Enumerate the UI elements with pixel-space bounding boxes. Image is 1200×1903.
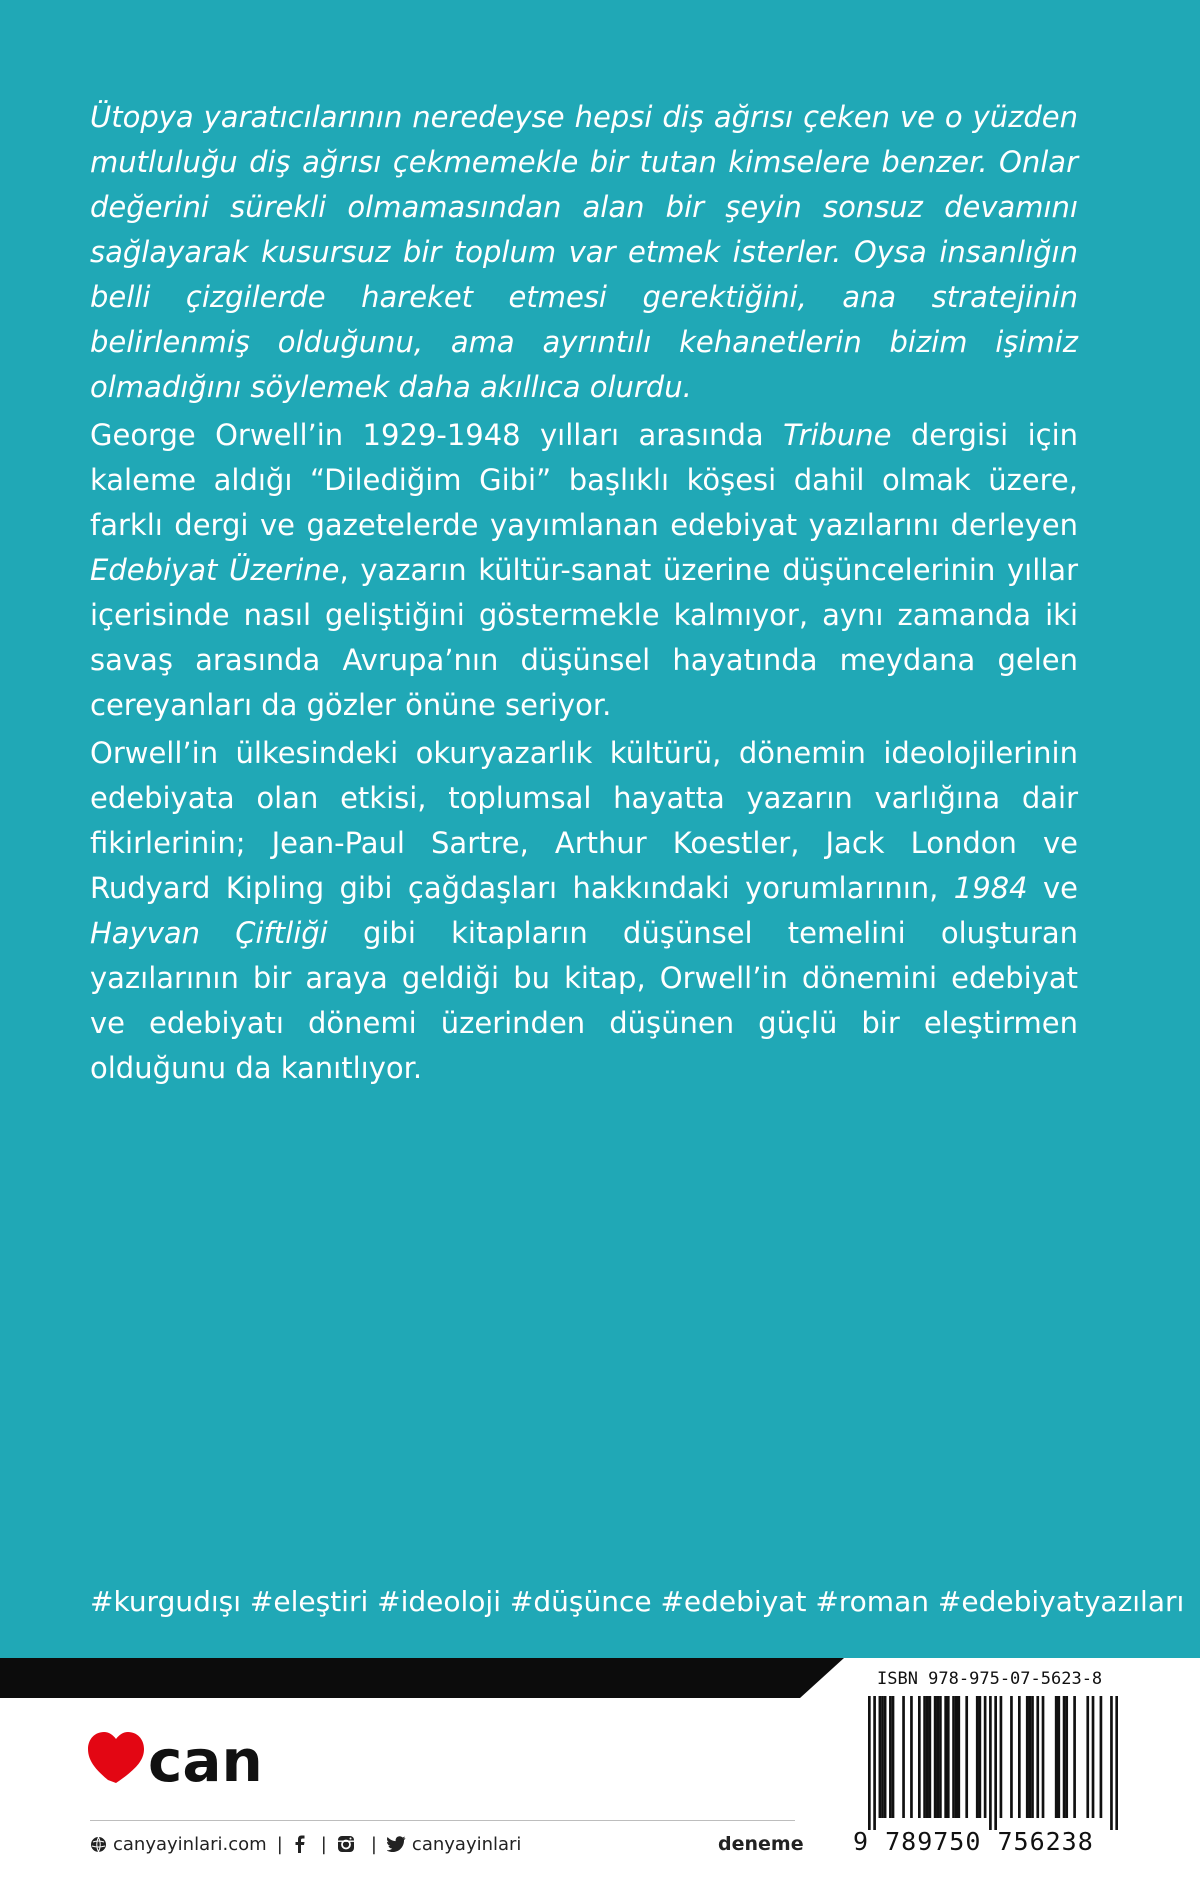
barcode-bar <box>989 1696 992 1830</box>
quote-paragraph: Ütopya yaratıcılarının neredeyse hepsi diş ağrısı çeken ve o yüzden mutluluğu diş ağrısı çekmemekle bir tutan kimselere benzer. Onlar değerini sürekli olmamasından alan bir şeyin sonsuz devamını sağlayarak kusursuz bir toplum var etmek isterler. Oysa insanlığın belli çizgilerde hareket etmesi gerektiğini, ana stratejinin belirlenmiş olduğunu, ama ayrıntılı kehanetlerin bizim işimiz olmadığını söylemek daha akıllıca olurdu. <box>90 100 1078 404</box>
globe-icon <box>90 1836 107 1853</box>
barcode-bar <box>1000 1696 1003 1818</box>
description-paragraph-2: Orwell’in ülkesindeki okuryazarlık kültürü, dönemin ideolojilerinin edebiyata olan etkisi, toplumsal hayatta yazarın varlığına dair fikirlerinin; Jean-Paul Sartre, Arthur Koestler, Jack London ve Rudyard Kipling gibi çağdaşları hakkındaki yorumlarının, 1984 ve Hayvan Çiftliği gibi kitapların düşünsel temelini oluşturan yazılarının bir araya geldiği bu kitap, Orwell’in dönemini edebiyat ve edebiyatı dönemi üzerinden düşünen güçlü bir eleştirmen olduğunu da kanıtlıyor. <box>90 736 1078 1085</box>
barcode-bar <box>1092 1696 1095 1818</box>
genre-label: deneme <box>718 1833 804 1855</box>
description-paragraph-1: George Orwell’in 1929-1948 yılları arasında Tribune dergisi için kaleme aldığı “Dilediğim Gibi” başlıklı köşesi dahil olmak üzere, farklı dergi ve gazetelerde yayımlanan edebiyat yazılarını derleyen Edebiyat Üzerine, yazarın kültür-sanat üzerine düşüncelerinin yıllar içerisinde nasıl geliştiğini göstermekle kalmıyor, aynı zamanda iki savaş arasında Avrupa’nın düşünsel hayatında meydana gelen cereyanları da gözler önüne seriyor. <box>90 418 1079 722</box>
book-title-animal-farm: Hayvan Çiftliği <box>90 916 328 950</box>
book-title-1984: 1984 <box>953 871 1028 905</box>
barcode-bar <box>976 1696 979 1818</box>
barcode-bar <box>957 1696 960 1818</box>
barcode-bar <box>955 1696 958 1818</box>
barcode-bar <box>979 1696 982 1818</box>
barcode-bar <box>1031 1696 1034 1818</box>
barcode-bar <box>947 1696 950 1818</box>
svg-text:can: can <box>148 1727 263 1791</box>
barcode-bar <box>952 1696 955 1818</box>
barcode-bar <box>1026 1696 1029 1818</box>
barcode-bar <box>881 1696 884 1818</box>
footer-divider <box>90 1820 795 1821</box>
barcode-digits: 9 789750 756238 <box>853 1827 1094 1856</box>
book-title: Edebiyat Üzerine <box>90 553 340 587</box>
instagram-icon[interactable] <box>337 1835 355 1853</box>
barcode-bar <box>939 1696 942 1818</box>
twitter-handle[interactable]: canyayinlari <box>411 1833 522 1855</box>
barcode-bar <box>1115 1696 1118 1830</box>
barcode-bar <box>1063 1696 1066 1818</box>
hashtags: #kurgudışı #eleştiri #ideoloji #düşünce #edebiyat #roman #edebiyatyazıları <box>90 1585 1185 1618</box>
can-logo <box>88 1725 288 1791</box>
magazine-title: Tribune <box>783 418 892 452</box>
barcode-bar <box>884 1696 887 1818</box>
barcode-bar <box>936 1696 939 1818</box>
barcode-bar <box>873 1696 876 1830</box>
barcode-bar <box>918 1696 921 1818</box>
barcode-bar <box>944 1696 947 1818</box>
barcode-bar <box>902 1696 905 1818</box>
barcode-bar <box>1029 1696 1032 1818</box>
barcode-bar <box>926 1696 929 1818</box>
barcode-bar <box>994 1696 997 1830</box>
barcode-bar <box>1065 1696 1068 1818</box>
barcode-bar <box>1100 1696 1103 1818</box>
barcode-bar <box>889 1696 892 1818</box>
barcode-bar <box>910 1696 913 1818</box>
barcode-bar <box>984 1696 987 1818</box>
barcode-bar <box>1055 1696 1058 1818</box>
barcode-bar <box>892 1696 895 1818</box>
barcode-bar <box>923 1696 926 1818</box>
barcode-bar <box>868 1696 871 1830</box>
website-link[interactable]: canyayinlari.com <box>113 1833 267 1855</box>
facebook-icon[interactable] <box>293 1835 305 1853</box>
twitter-icon[interactable] <box>387 1836 406 1852</box>
barcode-bar <box>1110 1696 1113 1830</box>
barcode-bar <box>879 1696 882 1818</box>
heart-icon <box>88 1732 144 1783</box>
isbn-barcode <box>868 1696 1118 1830</box>
barcode-bar <box>1036 1696 1039 1818</box>
barcode-bar <box>1010 1696 1013 1818</box>
publisher-contact-bar: canyayinlari.com | | | canyayinlari <box>90 1822 521 1866</box>
barcode-bar <box>1042 1696 1045 1818</box>
barcode-bar <box>1086 1696 1089 1818</box>
isbn-label: ISBN 978-975-07-5623-8 <box>877 1669 1103 1689</box>
barcode-bar <box>929 1696 932 1818</box>
barcode-bar <box>1073 1696 1076 1818</box>
barcode-bar <box>934 1696 937 1818</box>
barcode-bar <box>965 1696 968 1818</box>
barcode-bar <box>1057 1696 1060 1818</box>
barcode-bar <box>1018 1696 1021 1818</box>
